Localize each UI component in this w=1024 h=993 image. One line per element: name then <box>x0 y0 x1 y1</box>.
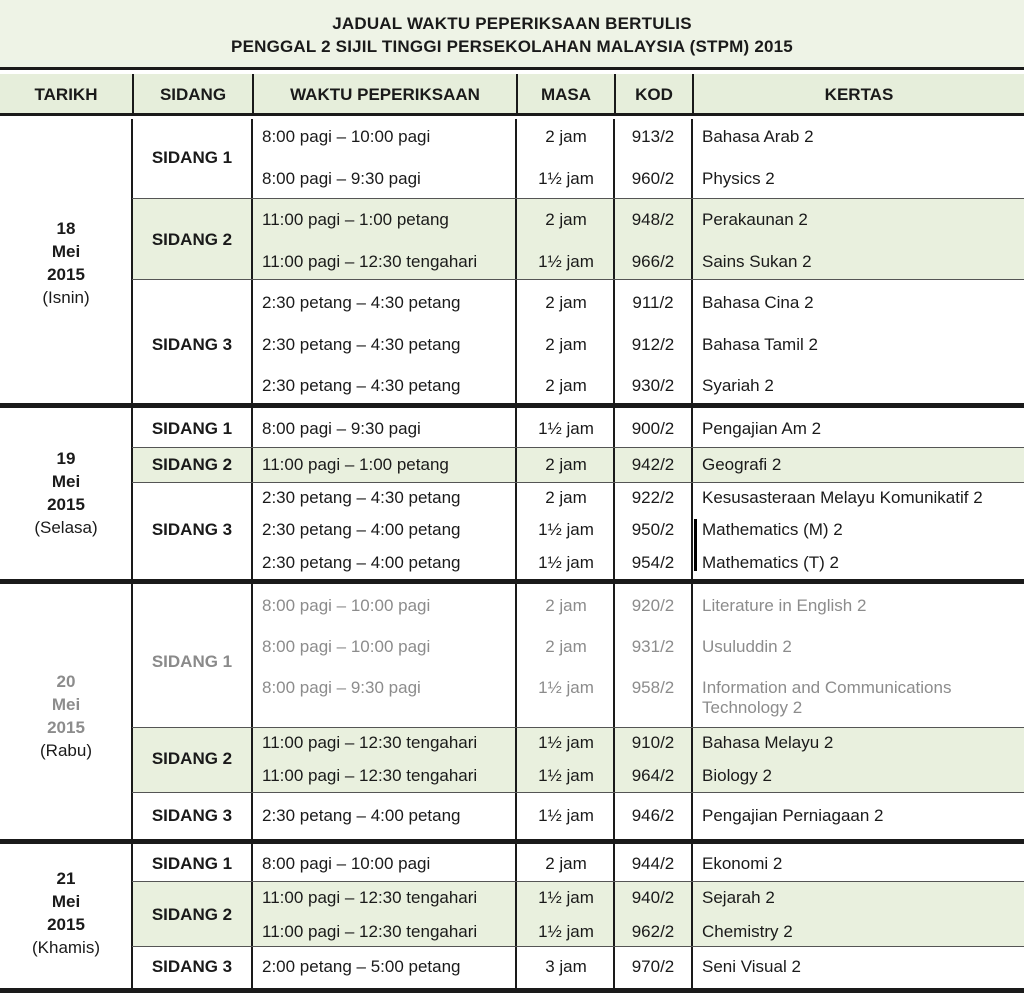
paper-code: 954/2 <box>631 553 675 572</box>
session-label: SIDANG 1 <box>151 148 233 167</box>
exam-duration: 1½ jam <box>538 169 594 188</box>
exam-duration: 3 jam <box>545 957 587 976</box>
exam-time: 11:00 pagi – 12:30 tengahari <box>262 766 478 785</box>
exam-time: 2:30 petang – 4:00 petang <box>262 553 461 572</box>
session-separator <box>132 279 1024 280</box>
paper-code: 960/2 <box>631 169 675 188</box>
date-day: 18 <box>56 219 76 238</box>
paper-name: Syariah 2 <box>702 376 774 395</box>
exam-duration: 2 jam <box>545 376 587 395</box>
day-separator <box>0 988 1024 993</box>
paper-code: 900/2 <box>631 419 675 438</box>
paper-code: 942/2 <box>631 455 675 474</box>
session-separator <box>132 198 1024 199</box>
day-separator <box>0 579 1024 584</box>
session-label: SIDANG 1 <box>151 652 233 671</box>
exam-time: 8:00 pagi – 9:30 pagi <box>262 169 421 188</box>
date-year: 2015 <box>47 265 85 284</box>
paper-code: 950/2 <box>631 520 675 539</box>
exam-duration: 1½ jam <box>538 733 594 752</box>
paper-name: Literature in English 2 <box>702 596 867 615</box>
exam-time: 2:30 petang – 4:30 petang <box>262 488 461 507</box>
paper-code: 964/2 <box>631 766 675 785</box>
date-month: Mei <box>51 892 81 911</box>
paper-name: Usuluddin 2 <box>702 637 792 656</box>
paper-name: Ekonomi 2 <box>702 854 783 873</box>
session-label: SIDANG 2 <box>151 749 233 768</box>
col-divider <box>691 119 693 993</box>
paper-code: 913/2 <box>631 127 675 146</box>
exam-time: 8:00 pagi – 10:00 pagi <box>262 637 431 656</box>
date-month: Mei <box>51 695 81 714</box>
exam-time: 2:30 petang – 4:00 petang <box>262 806 461 825</box>
session-label: SIDANG 3 <box>151 806 233 825</box>
paper-name: Sejarah 2 <box>702 888 775 907</box>
date-day: 21 <box>56 869 76 888</box>
exam-duration: 2 jam <box>545 637 587 656</box>
exam-duration: 1½ jam <box>538 888 594 907</box>
exam-time: 11:00 pagi – 12:30 tengahari <box>262 252 478 271</box>
session-label: SIDANG 2 <box>151 230 233 249</box>
exam-duration: 2 jam <box>545 335 587 354</box>
exam-time: 8:00 pagi – 10:00 pagi <box>262 127 431 146</box>
exam-duration: 2 jam <box>545 488 587 507</box>
paper-name: Bahasa Tamil 2 <box>702 335 818 354</box>
day-separator <box>0 839 1024 844</box>
paper-code: 944/2 <box>631 854 675 873</box>
exam-time: 11:00 pagi – 12:30 tengahari <box>262 888 478 907</box>
paper-code: 962/2 <box>631 922 675 941</box>
exam-time: 2:00 petang – 5:00 petang <box>262 957 461 976</box>
paper-name: Seni Visual 2 <box>702 957 801 976</box>
exam-time: 2:30 petang – 4:30 petang <box>262 293 461 312</box>
date-cell-18 <box>0 217 132 309</box>
exam-duration: 1½ jam <box>538 553 594 572</box>
timetable-title <box>0 0 1024 70</box>
date-weekday: (Selasa) <box>34 518 98 537</box>
exam-time: 8:00 pagi – 9:30 pagi <box>262 678 421 697</box>
date-weekday: (Rabu) <box>40 741 92 760</box>
title-line-2: PENGGAL 2 SIJIL TINGGI PERSEKOLAHAN MALAYSIA (STPM) 2015 <box>231 37 793 56</box>
exam-time: 8:00 pagi – 10:00 pagi <box>262 596 431 615</box>
paper-name: Bahasa Cina 2 <box>702 293 814 312</box>
date-month: Mei <box>51 472 81 491</box>
exam-duration: 2 jam <box>545 127 587 146</box>
col-kod: KOD <box>614 74 692 116</box>
exam-time: 2:30 petang – 4:30 petang <box>262 335 461 354</box>
date-weekday: (Isnin) <box>42 288 90 307</box>
session-label: SIDANG 3 <box>151 335 233 354</box>
column-header-row <box>0 74 1024 116</box>
date-year: 2015 <box>47 915 85 934</box>
paper-code: 970/2 <box>631 957 675 976</box>
exam-duration: 1½ jam <box>538 520 594 539</box>
col-tarikh: TARIKH <box>34 85 98 104</box>
date-cell-21 <box>0 867 132 959</box>
exam-duration: 1½ jam <box>538 252 594 271</box>
paper-name: Information and Communications Technology 2 <box>702 678 952 717</box>
session-separator <box>132 727 1024 728</box>
paper-code: 922/2 <box>631 488 675 507</box>
exam-time: 11:00 pagi – 1:00 petang <box>262 210 449 229</box>
exam-time: 11:00 pagi – 12:30 tengahari <box>262 733 478 752</box>
paper-name: Bahasa Arab 2 <box>702 127 814 146</box>
exam-time: 2:30 petang – 4:30 petang <box>262 376 461 395</box>
paper-code: 966/2 <box>631 252 675 271</box>
col-kertas: KERTAS <box>692 74 1024 116</box>
date-day: 20 <box>56 672 76 691</box>
col-waktu: WAKTU PEPERIKSAAN <box>252 74 516 116</box>
paper-code: 958/2 <box>631 678 675 697</box>
paper-code: 930/2 <box>631 376 675 395</box>
day-separator <box>0 403 1024 408</box>
session-label: SIDANG 3 <box>151 520 233 539</box>
exam-duration: 2 jam <box>545 596 587 615</box>
paper-code: 912/2 <box>631 335 675 354</box>
title-line-1: JADUAL WAKTU PEPERIKSAAN BERTULIS <box>332 14 692 33</box>
exam-duration: 1½ jam <box>538 678 594 697</box>
paper-name: Chemistry 2 <box>702 922 793 941</box>
session-label: SIDANG 3 <box>151 957 233 976</box>
paper-code: 911/2 <box>632 293 674 312</box>
paper-name: Geografi 2 <box>702 455 782 474</box>
session-separator <box>132 881 1024 882</box>
paper-code: 931/2 <box>631 637 675 656</box>
session-separator <box>132 792 1024 793</box>
date-year: 2015 <box>47 718 85 737</box>
col-masa: MASA <box>516 74 614 116</box>
col-divider <box>251 119 253 993</box>
paper-code: 920/2 <box>631 596 675 615</box>
timetable-body <box>0 119 1024 993</box>
paper-name: Bahasa Melayu 2 <box>702 733 834 752</box>
date-month: Mei <box>51 242 81 261</box>
paper-code: 910/2 <box>631 733 675 752</box>
paper-name: Mathematics (M) 2 <box>702 520 843 539</box>
exam-time: 11:00 pagi – 1:00 petang <box>262 455 449 474</box>
session-label: SIDANG 2 <box>151 905 233 924</box>
session-separator <box>132 447 1024 448</box>
session-separator <box>132 946 1024 947</box>
date-weekday: (Khamis) <box>31 938 100 957</box>
exam-time: 8:00 pagi – 9:30 pagi <box>262 419 421 438</box>
margin-mark <box>694 519 697 571</box>
exam-duration: 2 jam <box>545 293 587 312</box>
date-year: 2015 <box>47 495 85 514</box>
exam-duration: 2 jam <box>545 455 587 474</box>
paper-name: Perakaunan 2 <box>702 210 808 229</box>
exam-duration: 1½ jam <box>538 922 594 941</box>
session-label: SIDANG 1 <box>151 854 233 873</box>
session-separator <box>132 482 1024 483</box>
date-day: 19 <box>56 449 76 468</box>
paper-code: 940/2 <box>631 888 675 907</box>
paper-name: Kesusasteraan Melayu Komunikatif 2 <box>702 488 983 507</box>
session-label: SIDANG 1 <box>151 419 233 438</box>
exam-duration: 1½ jam <box>538 419 594 438</box>
exam-duration: 2 jam <box>545 854 587 873</box>
paper-name: Biology 2 <box>702 766 772 785</box>
exam-duration: 2 jam <box>545 210 587 229</box>
col-sidang: SIDANG <box>132 74 252 116</box>
paper-code: 946/2 <box>631 806 675 825</box>
date-cell-20 <box>0 670 132 762</box>
col-divider <box>515 119 517 993</box>
paper-code: 948/2 <box>631 210 675 229</box>
paper-name: Pengajian Am 2 <box>702 419 822 438</box>
paper-name: Physics 2 <box>702 169 775 188</box>
exam-time: 8:00 pagi – 10:00 pagi <box>262 854 431 873</box>
date-cell-19 <box>0 447 132 539</box>
exam-duration: 1½ jam <box>538 766 594 785</box>
exam-time: 2:30 petang – 4:00 petang <box>262 520 461 539</box>
exam-time: 11:00 pagi – 12:30 tengahari <box>262 922 478 941</box>
paper-name: Sains Sukan 2 <box>702 252 812 271</box>
exam-duration: 1½ jam <box>538 806 594 825</box>
session-label: SIDANG 2 <box>151 455 233 474</box>
paper-name: Pengajian Perniagaan 2 <box>702 806 884 825</box>
paper-name: Mathematics (T) 2 <box>702 553 839 572</box>
